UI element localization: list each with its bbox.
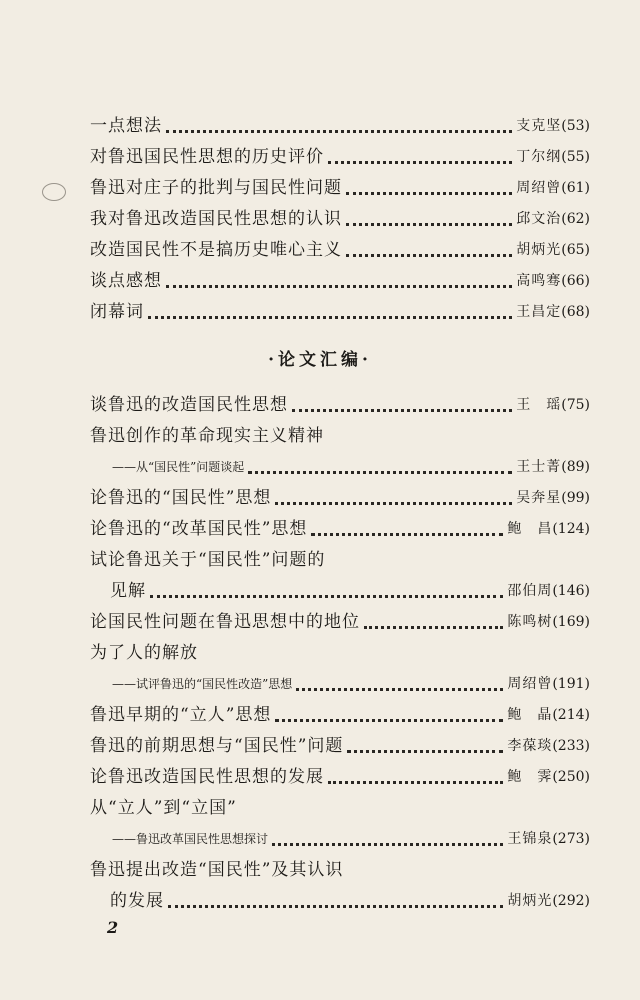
- entry-author: 鲍 霁: [507, 769, 553, 785]
- dot-leader: [347, 749, 503, 753]
- entry-subtitle: ——从“国民性”问题谈起: [112, 460, 245, 474]
- toc-entry: [90, 390, 590, 421]
- entry-title: 见解: [110, 581, 146, 601]
- toc-entry-subtitle-line: [90, 824, 590, 855]
- entry-author: 吴奔星: [516, 490, 562, 506]
- entry-page: (273): [552, 831, 590, 847]
- toc-entry-title-line: [90, 421, 590, 452]
- toc-entry-continuation: [90, 886, 590, 917]
- entry-page: (61): [561, 180, 590, 196]
- entry-author: 丁尔纲: [516, 149, 562, 165]
- entry-title: 为了人的解放: [90, 643, 198, 663]
- entry-page: (233): [552, 738, 590, 754]
- dot-leader: [328, 160, 512, 164]
- entry-title: 的发展: [110, 891, 164, 911]
- entry-author: 周绍曾: [507, 676, 553, 692]
- entry-title: 改造国民性不是搞历史唯心主义: [90, 240, 342, 260]
- dot-leader: [346, 253, 512, 257]
- toc-entry-title-line: [90, 545, 590, 576]
- toc-entry: [90, 142, 590, 173]
- toc-entry-title-line: [90, 855, 590, 886]
- entry-page: (75): [561, 397, 590, 413]
- dot-leader: [166, 129, 512, 133]
- entry-title: 论鲁迅的“国民性”思想: [90, 488, 272, 508]
- entry-author: 鲍 昌: [507, 521, 553, 537]
- toc-entry: [90, 762, 590, 793]
- toc-entry: [90, 235, 590, 266]
- entry-author: 鲍 晶: [507, 707, 553, 723]
- dot-leader: [272, 842, 503, 846]
- entry-author: 周绍曾: [516, 180, 562, 196]
- dot-leader: [248, 470, 512, 474]
- entry-page: (124): [552, 521, 590, 537]
- toc-entry: [90, 266, 590, 297]
- dot-leader: [166, 284, 512, 288]
- entry-author: 王 瑶: [516, 397, 562, 413]
- entry-title: 论国民性问题在鲁迅思想中的地位: [90, 612, 360, 632]
- toc-entry: [90, 173, 590, 204]
- entry-page: (89): [561, 459, 590, 475]
- toc-entry-subtitle-line: [90, 452, 590, 483]
- entry-subtitle: ——试评鲁迅的“国民性改造”思想: [112, 677, 293, 691]
- entry-author: 李葆琰: [507, 738, 553, 754]
- entry-author: 王锦泉: [507, 831, 553, 847]
- entry-title: 论鲁迅改造国民性思想的发展: [90, 767, 324, 787]
- entry-title: 鲁迅创作的革命现实主义精神: [90, 426, 324, 446]
- entry-title: 论鲁迅的“改革国民性”思想: [90, 519, 308, 539]
- entry-title: 试论鲁迅关于“国民性”问题的: [90, 550, 326, 570]
- dot-leader: [346, 191, 512, 195]
- entry-page: (68): [561, 304, 590, 320]
- entry-page: (55): [561, 149, 590, 165]
- entry-page: (169): [552, 614, 590, 630]
- dot-leader: [168, 904, 503, 908]
- entry-author: 邱文治: [516, 211, 562, 227]
- entry-author: 王昌定: [516, 304, 562, 320]
- dot-leader: [275, 718, 503, 722]
- entry-title: 一点想法: [90, 116, 162, 136]
- entry-page: (292): [552, 893, 590, 909]
- dot-leader: [275, 501, 512, 505]
- toc-group-top: [90, 111, 590, 328]
- entry-page: (66): [561, 273, 590, 289]
- dot-leader: [292, 408, 512, 412]
- dot-leader: [311, 532, 503, 536]
- toc-entry-continuation: [90, 576, 590, 607]
- dot-leader: [148, 315, 512, 319]
- entry-author: 陈鸣树: [507, 614, 553, 630]
- entry-page: (214): [552, 707, 590, 723]
- entry-author: 邵伯周: [507, 583, 553, 599]
- toc-entry: [90, 514, 590, 545]
- toc-entry-subtitle-line: [90, 669, 590, 700]
- entry-page: (53): [561, 118, 590, 134]
- toc-entry-title-line: [90, 793, 590, 824]
- entry-title: 对鲁迅国民性思想的历史评价: [90, 147, 324, 167]
- entry-author: 王士菁: [516, 459, 562, 475]
- entry-title: 鲁迅早期的“立人”思想: [90, 705, 272, 725]
- entry-page: (146): [552, 583, 590, 599]
- toc-entry: [90, 700, 590, 731]
- entry-title: 鲁迅提出改造“国民性”及其认识: [90, 860, 344, 880]
- toc-entry: [90, 483, 590, 514]
- dot-leader: [150, 594, 503, 598]
- section-heading: ·论文汇编·: [268, 350, 372, 370]
- entry-title: 谈点感想: [90, 271, 162, 291]
- entry-author: 支克坚: [516, 118, 562, 134]
- dot-leader: [328, 780, 503, 784]
- toc-group-papers: [90, 390, 590, 917]
- entry-author: 胡炳光: [507, 893, 553, 909]
- entry-page: (65): [561, 242, 590, 258]
- entry-title: 我对鲁迅改造国民性思想的认识: [90, 209, 342, 229]
- toc-entry: [90, 111, 590, 142]
- toc-entry: [90, 297, 590, 328]
- entry-subtitle: ——鲁迅改革国民性思想探讨: [112, 832, 269, 846]
- entry-title: 鲁迅对庄子的批判与国民性问题: [90, 178, 342, 198]
- entry-page: (250): [552, 769, 590, 785]
- toc-entry: [90, 204, 590, 235]
- entry-page: (62): [561, 211, 590, 227]
- dot-leader: [364, 625, 503, 629]
- entry-title: 鲁迅的前期思想与“国民性”问题: [90, 736, 344, 756]
- toc-entry-title-line: [90, 638, 590, 669]
- entry-title: 从“立人”到“立国”: [90, 798, 237, 818]
- entry-title: 闭幕词: [90, 302, 144, 322]
- entry-author: 胡炳光: [516, 242, 562, 258]
- entry-page: (191): [552, 676, 590, 692]
- dot-leader: [296, 687, 503, 691]
- toc-entry: [90, 607, 590, 638]
- page-number: 2: [107, 918, 119, 937]
- dot-leader: [346, 222, 512, 226]
- entry-author: 高鸣骞: [516, 273, 562, 289]
- entry-title: 谈鲁迅的改造国民性思想: [90, 395, 288, 415]
- pencil-circle-mark: [42, 183, 66, 201]
- toc-entry: [90, 731, 590, 762]
- entry-page: (99): [561, 490, 590, 506]
